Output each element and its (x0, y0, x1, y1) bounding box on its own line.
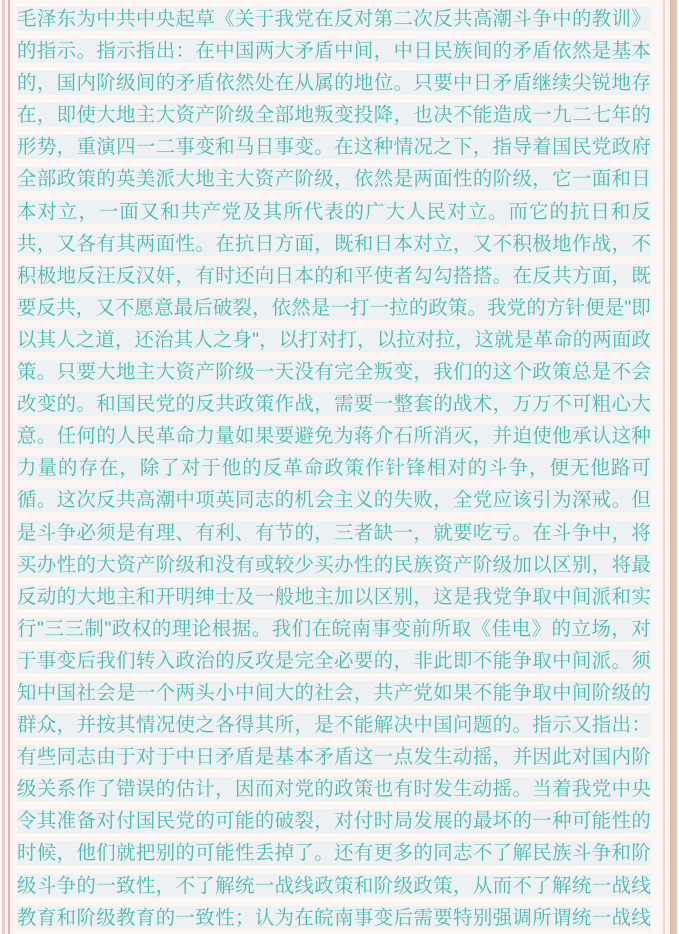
text-line (17, 67, 651, 99)
text-line (17, 452, 651, 484)
text-line-highlight: 改变的。和国民党的反共政策作战，需要一整套的战术，万万不可粗心大 (17, 393, 651, 416)
text-line-highlight: 本对立，一面又和共产党及其所代表的广大人民对立。而它的抗日和反 (17, 200, 651, 223)
text-line-highlight: 级斗争的一致性，不了解统一战线政策和阶级政策，从而不了解统一战线 (17, 874, 651, 897)
text-line-highlight: 是斗争必须是有理、有利、有节的，三者缺一，就要吃亏。在斗争中，将 (17, 521, 651, 544)
text-line-highlight: 形势，重演四一二事变和马日事变。在这种情况之下，指导着国民党政府 (17, 136, 651, 159)
text-line-highlight: 行"三三制"政权的理论根据。我们在皖南事变前所取《佳电》的立场，对 (17, 617, 651, 640)
text-line (17, 870, 651, 902)
text-line-highlight: 反动的大地主和开明绅士及一般地主加以区别，这是我党争取中间派和实 (17, 585, 651, 608)
text-line (17, 613, 651, 645)
text-line (17, 549, 651, 581)
text-line-highlight: 策。只要大地主大资产阶级一天没有完全叛变，我们的这个政策总是不会 (17, 361, 651, 384)
document-text-body (17, 3, 651, 934)
text-line-highlight: 级关系作了错误的估计，因而对党的政策也有时发生动摇。当着我党中央 (17, 778, 651, 801)
text-line (17, 805, 651, 837)
text-line (17, 773, 651, 805)
text-line (17, 35, 651, 67)
text-line (17, 228, 651, 260)
text-line-highlight: 意。任何的人民革命力量如果要避免为蒋介石所消灭，并迫使他承认这种 (17, 425, 651, 448)
text-line-highlight: 毛泽东为中共中央起草《关于我党在反对第二次反共高潮斗争中的教训》 (17, 8, 651, 30)
text-line-highlight: 知中国社会是一个两头小中间大的社会，共产党如果不能争取中间阶级的 (17, 681, 651, 704)
text-line (17, 484, 651, 516)
text-line-highlight: 力量的存在，除了对于他的反革命政策作针锋相对的斗争，便无他路可 (17, 457, 651, 480)
text-line-highlight: 于事变后我们转入政治的反攻是完全必要的，非此即不能争取中间派。须 (17, 649, 651, 672)
text-line (17, 131, 651, 163)
text-line-highlight: 以其人之道，还治其人之身"，以打对打，以拉对拉，这就是革命的两面政 (17, 328, 651, 351)
text-line-highlight: 的，国内阶级间的矛盾依然处在从属的地位。只要中日矛盾继续尖锐地存 (17, 72, 651, 95)
text-line-highlight: 积极地反汪反汉奸，有时还向日本的和平使者勾勾搭搭。在反共方面，既 (17, 264, 651, 287)
text-line (17, 709, 651, 741)
text-line-highlight: 买办性的大资产阶级和没有或较少买办性的民族资产阶级加以区别，将最 (17, 553, 651, 576)
text-line-highlight: 令其准备对付国民党的可能的破裂，对付时局发展的最坏的一种可能性的 (17, 810, 651, 833)
text-line (17, 292, 651, 324)
text-line (17, 741, 651, 773)
text-line (17, 517, 651, 549)
left-border-outer (2, 0, 5, 934)
right-border-band (670, 0, 677, 934)
text-line-highlight: 的指示。指示指出：在中国两大矛盾中间，中日民族间的矛盾依然是基本 (17, 40, 651, 63)
text-line (17, 902, 651, 934)
text-line (17, 324, 651, 356)
text-line-highlight: 教育和阶级教育的一致性；认为在皖南事变后需要特别强调所谓统一战线 (17, 906, 651, 929)
text-line (17, 3, 651, 35)
text-line (17, 581, 651, 613)
text-line-highlight: 要反共，又不愿意最后破裂，依然是一打一拉的政策。我党的方针便是"即 (17, 296, 651, 319)
text-line-highlight: 在，即使大地主大资产阶级全部地叛变投降，也决不能造成一九二七年的 (17, 104, 651, 127)
text-line (17, 677, 651, 709)
left-border-inner (8, 0, 10, 934)
text-line-highlight: 有些同志由于对于中日矛盾是基本矛盾这一点发生动摇，并因此对国内阶 (17, 746, 651, 769)
text-line (17, 260, 651, 292)
text-line-highlight: 时候，他们就把别的可能性丢掉了。还有更多的同志不了解民族斗争和阶 (17, 842, 651, 865)
right-border-thin (663, 0, 665, 934)
text-line (17, 837, 651, 869)
text-line (17, 645, 651, 677)
text-line (17, 163, 651, 195)
text-line-highlight: 群众，并按其情况使之各得其所，是不能解决中国问题的。指示又指出： (17, 714, 651, 737)
text-line-highlight: 共，又各有其两面性。在抗日方面，既和日本对立，又不积极地作战，不 (17, 232, 651, 255)
text-line (17, 196, 651, 228)
text-line-highlight: 循。这次反共高潮中项英同志的机会主义的失败，全党应该引为深戒。但 (17, 489, 651, 512)
text-line (17, 420, 651, 452)
text-line (17, 99, 651, 131)
text-line (17, 388, 651, 420)
text-line (17, 356, 651, 388)
text-line-highlight: 全部政策的英美派大地主大资产阶级，依然是两面性的阶级，它一面和日 (17, 168, 651, 191)
